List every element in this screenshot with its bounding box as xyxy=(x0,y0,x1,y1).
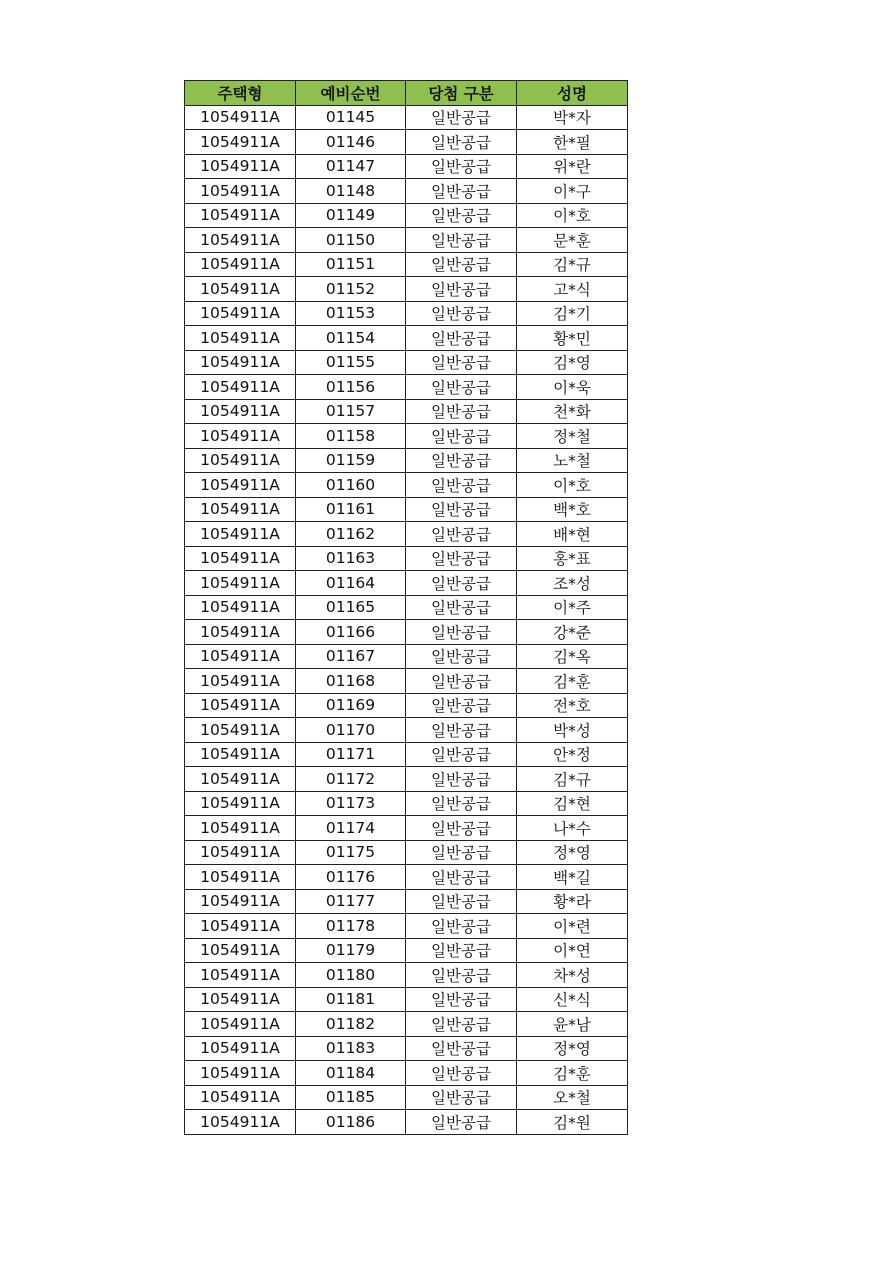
cell-winning-category: 일반공급 xyxy=(406,228,517,253)
cell-reserve-number: 01150 xyxy=(296,228,406,253)
cell-name: 황*라 xyxy=(517,889,628,914)
cell-name: 이*구 xyxy=(517,179,628,204)
cell-housing-type: 1054911A xyxy=(185,326,296,351)
cell-reserve-number: 01182 xyxy=(296,1012,406,1037)
cell-winning-category: 일반공급 xyxy=(406,693,517,718)
cell-name: 김*기 xyxy=(517,301,628,326)
cell-name: 위*란 xyxy=(517,154,628,179)
cell-winning-category: 일반공급 xyxy=(406,546,517,571)
cell-reserve-number: 01163 xyxy=(296,546,406,571)
cell-housing-type: 1054911A xyxy=(185,816,296,841)
cell-reserve-number: 01157 xyxy=(296,399,406,424)
cell-winning-category: 일반공급 xyxy=(406,301,517,326)
cell-housing-type: 1054911A xyxy=(185,179,296,204)
cell-name: 신*식 xyxy=(517,987,628,1012)
table-row xyxy=(185,669,628,694)
reserve-list-table xyxy=(184,80,628,1135)
cell-housing-type: 1054911A xyxy=(185,865,296,890)
cell-reserve-number: 01185 xyxy=(296,1085,406,1110)
cell-housing-type: 1054911A xyxy=(185,375,296,400)
cell-name: 배*현 xyxy=(517,522,628,547)
cell-name: 정*철 xyxy=(517,424,628,449)
cell-reserve-number: 01173 xyxy=(296,791,406,816)
column-header-winning-category: 당첨 구분 xyxy=(406,81,517,106)
cell-housing-type: 1054911A xyxy=(185,1061,296,1086)
cell-name: 김*훈 xyxy=(517,1061,628,1086)
table-row xyxy=(185,571,628,596)
cell-name: 박*성 xyxy=(517,718,628,743)
cell-housing-type: 1054911A xyxy=(185,595,296,620)
cell-housing-type: 1054911A xyxy=(185,1036,296,1061)
cell-winning-category: 일반공급 xyxy=(406,105,517,130)
cell-housing-type: 1054911A xyxy=(185,718,296,743)
cell-name: 홍*표 xyxy=(517,546,628,571)
cell-reserve-number: 01161 xyxy=(296,497,406,522)
cell-housing-type: 1054911A xyxy=(185,130,296,155)
cell-housing-type: 1054911A xyxy=(185,301,296,326)
cell-reserve-number: 01168 xyxy=(296,669,406,694)
cell-housing-type: 1054911A xyxy=(185,693,296,718)
cell-name: 김*규 xyxy=(517,767,628,792)
table-row xyxy=(185,497,628,522)
cell-winning-category: 일반공급 xyxy=(406,375,517,400)
table-body xyxy=(185,105,628,1134)
cell-reserve-number: 01165 xyxy=(296,595,406,620)
cell-name: 김*영 xyxy=(517,350,628,375)
cell-name: 오*철 xyxy=(517,1085,628,1110)
cell-name: 황*민 xyxy=(517,326,628,351)
cell-housing-type: 1054911A xyxy=(185,424,296,449)
cell-reserve-number: 01155 xyxy=(296,350,406,375)
cell-winning-category: 일반공급 xyxy=(406,620,517,645)
cell-winning-category: 일반공급 xyxy=(406,571,517,596)
cell-name: 김*규 xyxy=(517,252,628,277)
cell-reserve-number: 01164 xyxy=(296,571,406,596)
column-header-reserve-number: 예비순번 xyxy=(296,81,406,106)
cell-housing-type: 1054911A xyxy=(185,742,296,767)
cell-housing-type: 1054911A xyxy=(185,889,296,914)
cell-housing-type: 1054911A xyxy=(185,669,296,694)
cell-name: 강*준 xyxy=(517,620,628,645)
cell-reserve-number: 01152 xyxy=(296,277,406,302)
table-row xyxy=(185,963,628,988)
cell-name: 이*호 xyxy=(517,473,628,498)
cell-housing-type: 1054911A xyxy=(185,1110,296,1135)
cell-housing-type: 1054911A xyxy=(185,1012,296,1037)
cell-winning-category: 일반공급 xyxy=(406,889,517,914)
cell-winning-category: 일반공급 xyxy=(406,669,517,694)
cell-housing-type: 1054911A xyxy=(185,473,296,498)
table-row xyxy=(185,620,628,645)
cell-housing-type: 1054911A xyxy=(185,1085,296,1110)
cell-name: 백*호 xyxy=(517,497,628,522)
cell-winning-category: 일반공급 xyxy=(406,473,517,498)
cell-winning-category: 일반공급 xyxy=(406,865,517,890)
cell-name: 이*호 xyxy=(517,203,628,228)
cell-winning-category: 일반공급 xyxy=(406,522,517,547)
cell-winning-category: 일반공급 xyxy=(406,595,517,620)
cell-reserve-number: 01147 xyxy=(296,154,406,179)
cell-reserve-number: 01184 xyxy=(296,1061,406,1086)
cell-housing-type: 1054911A xyxy=(185,546,296,571)
table-row xyxy=(185,1085,628,1110)
cell-reserve-number: 01180 xyxy=(296,963,406,988)
cell-name: 한*필 xyxy=(517,130,628,155)
table-row xyxy=(185,546,628,571)
cell-housing-type: 1054911A xyxy=(185,791,296,816)
cell-housing-type: 1054911A xyxy=(185,228,296,253)
table-row xyxy=(185,1110,628,1135)
cell-reserve-number: 01170 xyxy=(296,718,406,743)
cell-winning-category: 일반공급 xyxy=(406,350,517,375)
cell-winning-category: 일반공급 xyxy=(406,203,517,228)
cell-winning-category: 일반공급 xyxy=(406,326,517,351)
cell-housing-type: 1054911A xyxy=(185,644,296,669)
table-row xyxy=(185,889,628,914)
cell-reserve-number: 01158 xyxy=(296,424,406,449)
cell-reserve-number: 01186 xyxy=(296,1110,406,1135)
cell-name: 노*철 xyxy=(517,448,628,473)
cell-housing-type: 1054911A xyxy=(185,399,296,424)
cell-reserve-number: 01178 xyxy=(296,914,406,939)
cell-winning-category: 일반공급 xyxy=(406,987,517,1012)
cell-name: 이*주 xyxy=(517,595,628,620)
table-row xyxy=(185,154,628,179)
cell-winning-category: 일반공급 xyxy=(406,840,517,865)
cell-reserve-number: 01174 xyxy=(296,816,406,841)
table-row xyxy=(185,938,628,963)
cell-winning-category: 일반공급 xyxy=(406,742,517,767)
cell-housing-type: 1054911A xyxy=(185,105,296,130)
cell-reserve-number: 01183 xyxy=(296,1036,406,1061)
header-row xyxy=(185,81,628,106)
table-row xyxy=(185,105,628,130)
cell-winning-category: 일반공급 xyxy=(406,424,517,449)
table-row xyxy=(185,448,628,473)
cell-name: 천*화 xyxy=(517,399,628,424)
cell-reserve-number: 01145 xyxy=(296,105,406,130)
table-row xyxy=(185,914,628,939)
column-header-name: 성명 xyxy=(517,81,628,106)
table-row xyxy=(185,865,628,890)
cell-winning-category: 일반공급 xyxy=(406,1012,517,1037)
table-row xyxy=(185,767,628,792)
cell-housing-type: 1054911A xyxy=(185,914,296,939)
cell-name: 전*호 xyxy=(517,693,628,718)
cell-winning-category: 일반공급 xyxy=(406,179,517,204)
cell-name: 윤*남 xyxy=(517,1012,628,1037)
cell-winning-category: 일반공급 xyxy=(406,767,517,792)
table-row xyxy=(185,326,628,351)
cell-name: 고*식 xyxy=(517,277,628,302)
cell-housing-type: 1054911A xyxy=(185,350,296,375)
cell-winning-category: 일반공급 xyxy=(406,718,517,743)
cell-reserve-number: 01169 xyxy=(296,693,406,718)
cell-reserve-number: 01156 xyxy=(296,375,406,400)
cell-housing-type: 1054911A xyxy=(185,987,296,1012)
table-row xyxy=(185,424,628,449)
cell-winning-category: 일반공급 xyxy=(406,791,517,816)
cell-name: 조*성 xyxy=(517,571,628,596)
table-row xyxy=(185,375,628,400)
cell-winning-category: 일반공급 xyxy=(406,399,517,424)
table-row xyxy=(185,179,628,204)
table-row xyxy=(185,203,628,228)
cell-reserve-number: 01179 xyxy=(296,938,406,963)
cell-reserve-number: 01166 xyxy=(296,620,406,645)
cell-housing-type: 1054911A xyxy=(185,963,296,988)
cell-name: 정*영 xyxy=(517,840,628,865)
table-row xyxy=(185,252,628,277)
cell-housing-type: 1054911A xyxy=(185,938,296,963)
cell-name: 안*정 xyxy=(517,742,628,767)
cell-name: 차*성 xyxy=(517,963,628,988)
cell-winning-category: 일반공급 xyxy=(406,130,517,155)
cell-reserve-number: 01148 xyxy=(296,179,406,204)
cell-name: 김*원 xyxy=(517,1110,628,1135)
cell-reserve-number: 01175 xyxy=(296,840,406,865)
table-row xyxy=(185,987,628,1012)
table-header xyxy=(185,81,628,106)
table-row xyxy=(185,1012,628,1037)
cell-winning-category: 일반공급 xyxy=(406,154,517,179)
cell-winning-category: 일반공급 xyxy=(406,1110,517,1135)
table-row xyxy=(185,644,628,669)
cell-reserve-number: 01154 xyxy=(296,326,406,351)
column-header-housing-type: 주택형 xyxy=(185,81,296,106)
cell-name: 김*현 xyxy=(517,791,628,816)
cell-name: 이*련 xyxy=(517,914,628,939)
cell-reserve-number: 01153 xyxy=(296,301,406,326)
cell-winning-category: 일반공급 xyxy=(406,448,517,473)
cell-housing-type: 1054911A xyxy=(185,277,296,302)
cell-housing-type: 1054911A xyxy=(185,154,296,179)
cell-name: 김*훈 xyxy=(517,669,628,694)
cell-reserve-number: 01171 xyxy=(296,742,406,767)
cell-name: 나*수 xyxy=(517,816,628,841)
cell-reserve-number: 01162 xyxy=(296,522,406,547)
cell-winning-category: 일반공급 xyxy=(406,277,517,302)
cell-reserve-number: 01167 xyxy=(296,644,406,669)
cell-name: 문*훈 xyxy=(517,228,628,253)
cell-name: 박*자 xyxy=(517,105,628,130)
cell-winning-category: 일반공급 xyxy=(406,1036,517,1061)
cell-reserve-number: 01146 xyxy=(296,130,406,155)
cell-winning-category: 일반공급 xyxy=(406,497,517,522)
cell-housing-type: 1054911A xyxy=(185,203,296,228)
cell-name: 이*연 xyxy=(517,938,628,963)
cell-housing-type: 1054911A xyxy=(185,840,296,865)
cell-name: 이*욱 xyxy=(517,375,628,400)
table-row xyxy=(185,473,628,498)
table-row xyxy=(185,130,628,155)
table-row xyxy=(185,816,628,841)
table-row xyxy=(185,840,628,865)
cell-winning-category: 일반공급 xyxy=(406,963,517,988)
cell-housing-type: 1054911A xyxy=(185,497,296,522)
table-row xyxy=(185,718,628,743)
cell-winning-category: 일반공급 xyxy=(406,1085,517,1110)
cell-reserve-number: 01151 xyxy=(296,252,406,277)
table-row xyxy=(185,1036,628,1061)
table-row xyxy=(185,277,628,302)
cell-reserve-number: 01159 xyxy=(296,448,406,473)
table-row xyxy=(185,1061,628,1086)
cell-winning-category: 일반공급 xyxy=(406,914,517,939)
table-row xyxy=(185,301,628,326)
cell-name: 정*영 xyxy=(517,1036,628,1061)
table-row xyxy=(185,399,628,424)
cell-housing-type: 1054911A xyxy=(185,620,296,645)
cell-housing-type: 1054911A xyxy=(185,571,296,596)
cell-name: 김*옥 xyxy=(517,644,628,669)
cell-reserve-number: 01177 xyxy=(296,889,406,914)
cell-winning-category: 일반공급 xyxy=(406,644,517,669)
cell-reserve-number: 01149 xyxy=(296,203,406,228)
cell-housing-type: 1054911A xyxy=(185,767,296,792)
cell-reserve-number: 01160 xyxy=(296,473,406,498)
cell-winning-category: 일반공급 xyxy=(406,938,517,963)
table-row xyxy=(185,228,628,253)
cell-reserve-number: 01176 xyxy=(296,865,406,890)
cell-winning-category: 일반공급 xyxy=(406,1061,517,1086)
table-row xyxy=(185,742,628,767)
table-row xyxy=(185,693,628,718)
table-row xyxy=(185,350,628,375)
cell-reserve-number: 01172 xyxy=(296,767,406,792)
table-row xyxy=(185,595,628,620)
cell-housing-type: 1054911A xyxy=(185,252,296,277)
cell-reserve-number: 01181 xyxy=(296,987,406,1012)
table-row xyxy=(185,522,628,547)
cell-housing-type: 1054911A xyxy=(185,522,296,547)
table-row xyxy=(185,791,628,816)
cell-winning-category: 일반공급 xyxy=(406,816,517,841)
cell-housing-type: 1054911A xyxy=(185,448,296,473)
cell-winning-category: 일반공급 xyxy=(406,252,517,277)
cell-name: 백*길 xyxy=(517,865,628,890)
